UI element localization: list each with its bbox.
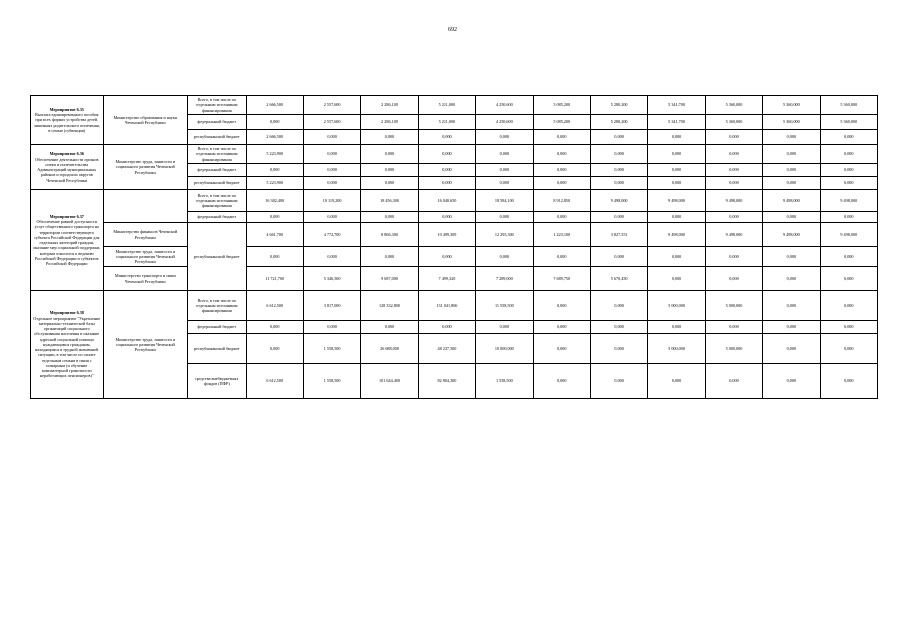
value-cell: 0,000 bbox=[246, 164, 303, 177]
source-cell: республиканский бюджет bbox=[188, 177, 246, 190]
value-cell: 5 280,200 bbox=[590, 96, 647, 115]
value-cell: 0,000 bbox=[648, 177, 705, 190]
value-cell: 0,000 bbox=[763, 130, 820, 145]
value-cell: 0,000 bbox=[590, 130, 647, 145]
value-cell: 5 341,700 bbox=[648, 115, 705, 130]
value-cell: 0,000 bbox=[820, 145, 877, 164]
value-cell: 0,000 bbox=[820, 334, 877, 364]
value-cell: 7 689,750 bbox=[533, 267, 590, 291]
value-cell: 6 612,500 bbox=[246, 291, 303, 321]
value-cell: 9 498,000 bbox=[590, 190, 647, 212]
value-cell: 9 498,000 bbox=[820, 223, 877, 247]
value-cell: 0,000 bbox=[648, 267, 705, 291]
table-row bbox=[31, 247, 878, 267]
value-cell: 2 557,600 bbox=[303, 115, 360, 130]
value-cell: 10 499,309 bbox=[418, 223, 475, 247]
value-cell: 0,000 bbox=[303, 145, 360, 164]
value-cell: 0,000 bbox=[590, 291, 647, 321]
value-cell: 5 223,900 bbox=[246, 145, 303, 164]
value-cell: 0,000 bbox=[303, 212, 360, 223]
value-cell: 0,000 bbox=[763, 212, 820, 223]
value-cell: 0,000 bbox=[476, 164, 533, 177]
value-cell: 5 000,000 bbox=[705, 291, 762, 321]
value-cell: 0,000 bbox=[648, 145, 705, 164]
measure-description: Выплата единовременного пособия при всех формах устройства детей, лишенных родительского попечения, в семью (субвенция) bbox=[33, 112, 100, 133]
value-cell: 0,000 bbox=[418, 247, 475, 267]
value-cell: 5 085,200 bbox=[533, 115, 590, 130]
value-cell: 0,000 bbox=[705, 177, 762, 190]
value-cell: 4 772,700 bbox=[303, 223, 360, 247]
value-cell: 4 250,600 bbox=[476, 115, 533, 130]
value-cell: 4 661,700 bbox=[246, 223, 303, 247]
value-cell: 82 804,300 bbox=[418, 364, 475, 399]
value-cell: 0,000 bbox=[820, 164, 877, 177]
value-cell: 9 498,000 bbox=[820, 190, 877, 212]
measure-cell bbox=[31, 96, 104, 145]
value-cell: 0,000 bbox=[361, 145, 418, 164]
value-cell: 0,000 bbox=[648, 212, 705, 223]
measure-cell bbox=[31, 291, 104, 399]
value-cell: 0,000 bbox=[533, 164, 590, 177]
value-cell: 9 498,000 bbox=[705, 223, 762, 247]
page-number: 692 bbox=[448, 27, 457, 33]
value-cell: 5 211,000 bbox=[418, 96, 475, 115]
table-row bbox=[31, 291, 878, 321]
value-cell: 0,000 bbox=[820, 177, 877, 190]
value-cell: 5 360,000 bbox=[705, 96, 762, 115]
value-cell: 12 295,300 bbox=[476, 223, 533, 247]
value-cell: 0,000 bbox=[361, 130, 418, 145]
source-cell: республиканский бюджет bbox=[188, 223, 246, 291]
source-cell: средства внебюджетных фондов (ПФР) bbox=[188, 364, 246, 399]
value-cell: 0,000 bbox=[820, 291, 877, 321]
value-cell: 5 000,000 bbox=[648, 291, 705, 321]
value-cell: 0,000 bbox=[246, 321, 303, 334]
value-cell: 0,000 bbox=[418, 164, 475, 177]
value-cell: 0,000 bbox=[246, 212, 303, 223]
value-cell: 5 280,200 bbox=[590, 115, 647, 130]
value-cell: 0,000 bbox=[590, 164, 647, 177]
value-cell: 2 286,100 bbox=[361, 96, 418, 115]
source-cell: республиканский бюджет bbox=[188, 130, 246, 145]
value-cell: 4 250,600 bbox=[476, 96, 533, 115]
value-cell: 0,000 bbox=[763, 291, 820, 321]
value-cell: 1 558,500 bbox=[476, 364, 533, 399]
value-cell: 0,000 bbox=[418, 145, 475, 164]
value-cell: 0,000 bbox=[705, 267, 762, 291]
measure-description: Отдельное мероприятие "Укрепление материально-технической базы организаций социального обслуживания населения и оказание адресной социальной помощи нуждающимся гражданам, находящимся в трудной жизненной ситуации, в том числе по оплате отдельным семьям в связи с пожарным (и обучение компьютерной грамотности неработающих пенсионеров)" bbox=[33, 315, 101, 379]
value-cell: 0,000 bbox=[820, 267, 877, 291]
value-cell: 9 498,000 bbox=[705, 190, 762, 212]
value-cell: 5 223,900 bbox=[246, 177, 303, 190]
value-cell: 0,000 bbox=[361, 247, 418, 267]
value-cell: 0,000 bbox=[361, 212, 418, 223]
value-cell: 0,000 bbox=[476, 177, 533, 190]
measure-title: Мероприятие 6.35 bbox=[49, 106, 84, 112]
value-cell: 5 085,200 bbox=[533, 96, 590, 115]
value-cell: 0,000 bbox=[533, 291, 590, 321]
value-cell: 0,000 bbox=[705, 145, 762, 164]
source-cell: Всего, в том числе по отдельным источникам финансирования bbox=[188, 96, 246, 115]
measure-title: Мероприятие 6.36 bbox=[49, 151, 84, 157]
value-cell: 0,000 bbox=[533, 145, 590, 164]
value-cell: 7 289,000 bbox=[476, 267, 533, 291]
value-cell: 0,000 bbox=[705, 247, 762, 267]
value-cell: 0,000 bbox=[763, 334, 820, 364]
value-cell: 5 360,000 bbox=[820, 96, 877, 115]
value-cell: 0,000 bbox=[361, 164, 418, 177]
value-cell: 0,000 bbox=[705, 364, 762, 399]
value-cell: 8 912,850 bbox=[533, 190, 590, 212]
executor-cell: Министерство труда, занятости и социального развития Чеченской Республики bbox=[103, 291, 188, 399]
value-cell: 11 721,700 bbox=[246, 267, 303, 291]
value-cell: 0,000 bbox=[476, 321, 533, 334]
value-cell: 0,000 bbox=[476, 145, 533, 164]
table-row bbox=[31, 267, 878, 291]
value-cell: 0,000 bbox=[418, 177, 475, 190]
value-cell: 0,000 bbox=[763, 177, 820, 190]
value-cell: 2 557,600 bbox=[303, 96, 360, 115]
value-cell: 0,000 bbox=[533, 212, 590, 223]
executor-cell: Министерство труда, занятости и социального развития Чеченской Республики bbox=[103, 247, 188, 267]
budget-table bbox=[30, 95, 878, 399]
executor-cell: Министерство финансов Чеченской Республики bbox=[103, 223, 188, 247]
value-cell: 0,000 bbox=[648, 247, 705, 267]
value-cell: 3 817,000 bbox=[303, 291, 360, 321]
value-cell: 0,000 bbox=[648, 130, 705, 145]
value-cell: 0,000 bbox=[820, 130, 877, 145]
value-cell: 18 584,100 bbox=[476, 190, 533, 212]
value-cell: 0,000 bbox=[820, 212, 877, 223]
value-cell: 1 223,100 bbox=[533, 223, 590, 247]
source-cell: федеральный бюджет bbox=[188, 115, 246, 130]
value-cell: 0,000 bbox=[648, 364, 705, 399]
measure-title: Мероприятие 6.38 bbox=[49, 310, 84, 316]
value-cell: 0,000 bbox=[303, 164, 360, 177]
value-cell: 0,000 bbox=[246, 115, 303, 130]
measure-title: Мероприятие 6.37 bbox=[49, 213, 84, 219]
value-cell: 0,000 bbox=[418, 130, 475, 145]
value-cell: 5 341,700 bbox=[648, 96, 705, 115]
value-cell: 6 612,500 bbox=[246, 364, 303, 399]
value-cell: 16 382,400 bbox=[246, 190, 303, 212]
value-cell: 2 286,100 bbox=[361, 115, 418, 130]
value-cell: 0,000 bbox=[246, 247, 303, 267]
value-cell: 0,000 bbox=[590, 364, 647, 399]
value-cell: 0,000 bbox=[705, 164, 762, 177]
value-cell: 5 360,000 bbox=[763, 96, 820, 115]
value-cell: 0,000 bbox=[533, 334, 590, 364]
value-cell: 48 237,500 bbox=[418, 334, 475, 364]
source-cell: федеральный бюджет bbox=[188, 212, 246, 223]
value-cell: 0,000 bbox=[533, 177, 590, 190]
value-cell: 5 346,500 bbox=[303, 267, 360, 291]
value-cell: 5 360,000 bbox=[820, 115, 877, 130]
value-cell: 131 041,806 bbox=[418, 291, 475, 321]
value-cell: 0,000 bbox=[590, 334, 647, 364]
table-row bbox=[31, 145, 878, 164]
source-cell: республиканский бюджет bbox=[188, 334, 246, 364]
value-cell: 2 666,500 bbox=[246, 96, 303, 115]
measure-cell bbox=[31, 190, 104, 291]
value-cell: 0,000 bbox=[590, 247, 647, 267]
value-cell: 0,000 bbox=[246, 334, 303, 364]
value-cell: 2 666,500 bbox=[246, 130, 303, 145]
measure-cell bbox=[31, 145, 104, 190]
value-cell: 0,000 bbox=[763, 145, 820, 164]
value-cell: 0,000 bbox=[303, 130, 360, 145]
value-cell: 9 498,000 bbox=[648, 190, 705, 212]
measure-description: Обеспечение деятельности органов опеки и попечительства Администраций муниципальных районов и городских округов Чеченской Республики bbox=[35, 156, 99, 183]
value-cell: 0,000 bbox=[303, 177, 360, 190]
value-cell: 0,000 bbox=[820, 247, 877, 267]
value-cell: 0,000 bbox=[648, 321, 705, 334]
value-cell: 0,000 bbox=[303, 321, 360, 334]
value-cell: 7 499,320 bbox=[418, 267, 475, 291]
source-cell: федеральный бюджет bbox=[188, 321, 246, 334]
value-cell: 0,000 bbox=[763, 321, 820, 334]
value-cell: 9 687,000 bbox=[361, 267, 418, 291]
value-cell: 0,000 bbox=[705, 130, 762, 145]
table-row bbox=[31, 223, 878, 247]
value-cell: 0,000 bbox=[590, 212, 647, 223]
value-cell: 0,000 bbox=[590, 145, 647, 164]
value-cell: 0,000 bbox=[590, 177, 647, 190]
value-cell: 0,000 bbox=[533, 321, 590, 334]
value-cell: 0,000 bbox=[648, 164, 705, 177]
value-cell: 0,000 bbox=[763, 247, 820, 267]
value-cell: 5 360,000 bbox=[705, 115, 762, 130]
value-cell: 0,000 bbox=[820, 364, 877, 399]
executor-cell: Министерство транспорта и связи Чеченской Республики bbox=[103, 267, 188, 291]
value-cell: 0,000 bbox=[763, 164, 820, 177]
value-cell: 0,000 bbox=[303, 247, 360, 267]
value-cell: 18 456,300 bbox=[361, 190, 418, 212]
value-cell: 0,000 bbox=[763, 267, 820, 291]
value-cell: 0,000 bbox=[476, 247, 533, 267]
value-cell: 0,000 bbox=[533, 364, 590, 399]
value-cell: 8 866,300 bbox=[361, 223, 418, 247]
table-row bbox=[31, 190, 878, 212]
value-cell: 0,000 bbox=[763, 364, 820, 399]
value-cell: 0,000 bbox=[533, 247, 590, 267]
value-cell: 0,000 bbox=[361, 321, 418, 334]
source-cell: Всего, в том числе по отдельным источникам финансирования bbox=[188, 291, 246, 321]
value-cell: 1 558,500 bbox=[303, 334, 360, 364]
value-cell: 0,000 bbox=[418, 321, 475, 334]
value-cell: 0,000 bbox=[418, 212, 475, 223]
source-cell: Всего, в том числе по отдельным источникам финансирования bbox=[188, 190, 246, 212]
value-cell: 0,000 bbox=[476, 130, 533, 145]
source-cell: федеральный бюджет bbox=[188, 164, 246, 177]
value-cell: 16 040,650 bbox=[418, 190, 475, 212]
value-cell: 26 688,000 bbox=[361, 334, 418, 364]
value-cell: 0,000 bbox=[705, 212, 762, 223]
value-cell: 10 000,000 bbox=[476, 334, 533, 364]
value-cell: 5 211,000 bbox=[418, 115, 475, 130]
value-cell: 1 558,500 bbox=[303, 364, 360, 399]
value-cell: 5 000,000 bbox=[705, 334, 762, 364]
executor-cell bbox=[103, 190, 188, 223]
value-cell: 128 332,800 bbox=[361, 291, 418, 321]
value-cell: 9 498,000 bbox=[648, 223, 705, 247]
value-cell: 10 119,200 bbox=[303, 190, 360, 212]
value-cell: 0,000 bbox=[361, 177, 418, 190]
value-cell: 101 644,400 bbox=[361, 364, 418, 399]
value-cell: 0,000 bbox=[705, 321, 762, 334]
value-cell: 0,000 bbox=[820, 321, 877, 334]
value-cell: 11 558,500 bbox=[476, 291, 533, 321]
executor-cell: Министерство образования и науки Чеченской Республики bbox=[103, 96, 188, 145]
value-cell: 9 498,000 bbox=[763, 223, 820, 247]
value-cell: 5 000,000 bbox=[648, 334, 705, 364]
value-cell: 0,000 bbox=[590, 321, 647, 334]
value-cell: 5 670,450 bbox=[590, 267, 647, 291]
value-cell: 5 360,000 bbox=[763, 115, 820, 130]
executor-cell: Министерство труда, занятости и социального развития Чеченской Республики bbox=[103, 145, 188, 190]
value-cell: 9 498,000 bbox=[763, 190, 820, 212]
source-cell: Всего, в том числе по отдельным источникам финансирования bbox=[188, 145, 246, 164]
value-cell: 0,000 bbox=[533, 130, 590, 145]
measure-description: Обеспечение равной доступности услуг общественного транспорта на территории соответствующего субъекта Российской Федерации для отдельных категорий граждан, оказание мер социальной поддержки, которым относится к ведению Российской Федерации и субъектов Российской Федерации bbox=[33, 219, 101, 266]
table-row bbox=[31, 96, 878, 115]
value-cell: 0,000 bbox=[476, 212, 533, 223]
value-cell: 3 827,551 bbox=[590, 223, 647, 247]
